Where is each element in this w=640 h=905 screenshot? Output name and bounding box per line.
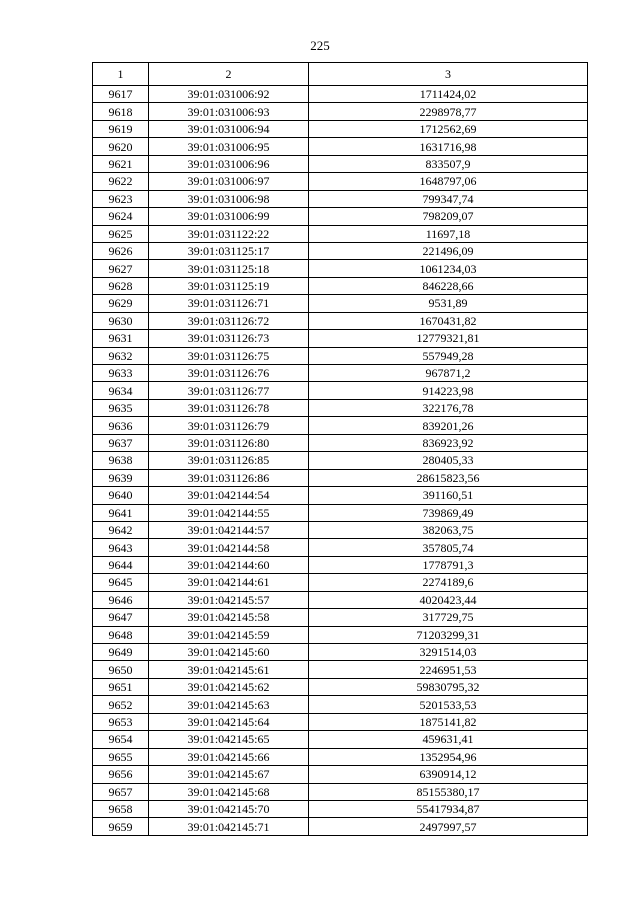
table-row <box>93 347 588 364</box>
cadastral-number-cell: 39:01:031006:93 <box>149 103 309 120</box>
cadastral-number-cell: 39:01:031126:79 <box>149 417 309 434</box>
table-row <box>93 591 588 608</box>
row-number-cell: 9635 <box>93 399 149 416</box>
row-number-cell: 9648 <box>93 626 149 643</box>
value-cell: 71203299,31 <box>309 626 588 643</box>
table-row <box>93 783 588 800</box>
table-row <box>93 103 588 120</box>
table-row <box>93 295 588 312</box>
value-cell: 2246951,53 <box>309 661 588 678</box>
table-row <box>93 818 588 835</box>
table-row <box>93 696 588 713</box>
table-row <box>93 208 588 225</box>
column-header-1: 1 <box>93 63 149 86</box>
row-number-cell: 9643 <box>93 539 149 556</box>
cadastral-number-cell: 39:01:031126:85 <box>149 452 309 469</box>
cadastral-number-cell: 39:01:042145:71 <box>149 818 309 835</box>
value-cell: 12779321,81 <box>309 330 588 347</box>
table-row <box>93 365 588 382</box>
value-cell: 11697,18 <box>309 225 588 242</box>
row-number-cell: 9620 <box>93 138 149 155</box>
header-row <box>93 63 588 86</box>
row-number-cell: 9617 <box>93 86 149 103</box>
cadastral-number-cell: 39:01:042145:68 <box>149 783 309 800</box>
cadastral-number-cell: 39:01:042145:61 <box>149 661 309 678</box>
value-cell: 6390914,12 <box>309 766 588 783</box>
cadastral-number-cell: 39:01:042144:60 <box>149 556 309 573</box>
cadastral-number-cell: 39:01:042145:57 <box>149 591 309 608</box>
cadastral-number-cell: 39:01:042145:59 <box>149 626 309 643</box>
table-row <box>93 434 588 451</box>
value-cell: 836923,92 <box>309 434 588 451</box>
value-cell: 1061234,03 <box>309 260 588 277</box>
row-number-cell: 9654 <box>93 731 149 748</box>
table-row <box>93 417 588 434</box>
row-number-cell: 9644 <box>93 556 149 573</box>
row-number-cell: 9652 <box>93 696 149 713</box>
cadastral-number-cell: 39:01:031126:71 <box>149 295 309 312</box>
value-cell: 1712562,69 <box>309 120 588 137</box>
cadastral-number-cell: 39:01:031006:97 <box>149 173 309 190</box>
value-cell: 4020423,44 <box>309 591 588 608</box>
table-row <box>93 225 588 242</box>
value-cell: 1352954,96 <box>309 748 588 765</box>
value-cell: 1711424,02 <box>309 86 588 103</box>
table-row <box>93 190 588 207</box>
value-cell: 557949,28 <box>309 347 588 364</box>
row-number-cell: 9632 <box>93 347 149 364</box>
value-cell: 1875141,82 <box>309 713 588 730</box>
row-number-cell: 9642 <box>93 521 149 538</box>
cadastral-number-cell: 39:01:031006:95 <box>149 138 309 155</box>
value-cell: 799347,74 <box>309 190 588 207</box>
value-cell: 55417934,87 <box>309 800 588 817</box>
value-cell: 357805,74 <box>309 539 588 556</box>
value-cell: 2497997,57 <box>309 818 588 835</box>
row-number-cell: 9659 <box>93 818 149 835</box>
table-row <box>93 138 588 155</box>
row-number-cell: 9619 <box>93 120 149 137</box>
cadastral-number-cell: 39:01:042144:61 <box>149 574 309 591</box>
table-row <box>93 330 588 347</box>
table-row <box>93 766 588 783</box>
value-cell: 1778791,3 <box>309 556 588 573</box>
value-cell: 914223,98 <box>309 382 588 399</box>
cadastral-number-cell: 39:01:042145:64 <box>149 713 309 730</box>
cadastral-number-cell: 39:01:031122:22 <box>149 225 309 242</box>
table-row <box>93 731 588 748</box>
cadastral-number-cell: 39:01:031006:92 <box>149 86 309 103</box>
cadastral-number-cell: 39:01:031006:99 <box>149 208 309 225</box>
row-number-cell: 9639 <box>93 469 149 486</box>
table-row <box>93 661 588 678</box>
cadastral-number-cell: 39:01:042144:54 <box>149 487 309 504</box>
row-number-cell: 9634 <box>93 382 149 399</box>
cadastral-number-cell: 39:01:042145:70 <box>149 800 309 817</box>
cadastral-number-cell: 39:01:031006:96 <box>149 155 309 172</box>
table-row <box>93 399 588 416</box>
value-cell: 967871,2 <box>309 365 588 382</box>
value-cell: 59830795,32 <box>309 678 588 695</box>
row-number-cell: 9638 <box>93 452 149 469</box>
table-row <box>93 277 588 294</box>
row-number-cell: 9649 <box>93 644 149 661</box>
value-cell: 322176,78 <box>309 399 588 416</box>
row-number-cell: 9624 <box>93 208 149 225</box>
row-number-cell: 9650 <box>93 661 149 678</box>
cadastral-number-cell: 39:01:042145:66 <box>149 748 309 765</box>
value-cell: 85155380,17 <box>309 783 588 800</box>
table-row <box>93 539 588 556</box>
value-cell: 391160,51 <box>309 487 588 504</box>
cadastral-number-cell: 39:01:042145:65 <box>149 731 309 748</box>
value-cell: 9531,89 <box>309 295 588 312</box>
cadastral-number-cell: 39:01:042144:57 <box>149 521 309 538</box>
value-cell: 3291514,03 <box>309 644 588 661</box>
row-number-cell: 9628 <box>93 277 149 294</box>
row-number-cell: 9627 <box>93 260 149 277</box>
cadastral-number-cell: 39:01:031006:94 <box>149 120 309 137</box>
cadastral-number-cell: 39:01:031126:72 <box>149 312 309 329</box>
page-number: 225 <box>310 38 330 53</box>
table-row <box>93 382 588 399</box>
table-row <box>93 155 588 172</box>
row-number-cell: 9622 <box>93 173 149 190</box>
value-cell: 846228,66 <box>309 277 588 294</box>
table-row <box>93 487 588 504</box>
row-number-cell: 9655 <box>93 748 149 765</box>
table-row <box>93 626 588 643</box>
cadastral-number-cell: 39:01:031126:80 <box>149 434 309 451</box>
row-number-cell: 9621 <box>93 155 149 172</box>
table-row <box>93 504 588 521</box>
row-number-cell: 9636 <box>93 417 149 434</box>
row-number-cell: 9656 <box>93 766 149 783</box>
row-number-cell: 9631 <box>93 330 149 347</box>
value-cell: 221496,09 <box>309 242 588 259</box>
table-row <box>93 644 588 661</box>
value-cell: 317729,75 <box>309 609 588 626</box>
cadastral-number-cell: 39:01:042145:62 <box>149 678 309 695</box>
table-row <box>93 469 588 486</box>
value-cell: 2298978,77 <box>309 103 588 120</box>
table-row <box>93 452 588 469</box>
value-cell: 798209,07 <box>309 208 588 225</box>
table-row <box>93 242 588 259</box>
row-number-cell: 9647 <box>93 609 149 626</box>
row-number-cell: 9623 <box>93 190 149 207</box>
column-header-3: 3 <box>309 63 588 86</box>
row-number-cell: 9653 <box>93 713 149 730</box>
row-number-cell: 9625 <box>93 225 149 242</box>
value-cell: 28615823,56 <box>309 469 588 486</box>
value-cell: 739869,49 <box>309 504 588 521</box>
value-cell: 839201,26 <box>309 417 588 434</box>
value-cell: 280405,33 <box>309 452 588 469</box>
column-header-2: 2 <box>149 63 309 86</box>
cadastral-number-cell: 39:01:031125:18 <box>149 260 309 277</box>
value-cell: 2274189,6 <box>309 574 588 591</box>
row-number-cell: 9641 <box>93 504 149 521</box>
table-row <box>93 556 588 573</box>
row-number-cell: 9657 <box>93 783 149 800</box>
value-cell: 1648797,06 <box>309 173 588 190</box>
row-number-cell: 9626 <box>93 242 149 259</box>
cadastral-number-cell: 39:01:031126:77 <box>149 382 309 399</box>
row-number-cell: 9633 <box>93 365 149 382</box>
cadastral-number-cell: 39:01:042145:67 <box>149 766 309 783</box>
cadastral-number-cell: 39:01:042144:55 <box>149 504 309 521</box>
cadastral-number-cell: 39:01:031126:73 <box>149 330 309 347</box>
value-cell: 833507,9 <box>309 155 588 172</box>
table-row <box>93 260 588 277</box>
cadastral-number-cell: 39:01:031125:19 <box>149 277 309 294</box>
cadastral-number-cell: 39:01:042144:58 <box>149 539 309 556</box>
cadastral-number-cell: 39:01:042145:63 <box>149 696 309 713</box>
row-number-cell: 9651 <box>93 678 149 695</box>
cadastral-number-cell: 39:01:031126:78 <box>149 399 309 416</box>
value-cell: 1670431,82 <box>309 312 588 329</box>
table-row <box>93 574 588 591</box>
table-body <box>93 63 588 836</box>
row-number-cell: 9629 <box>93 295 149 312</box>
row-number-cell: 9646 <box>93 591 149 608</box>
table-row <box>93 800 588 817</box>
table-row <box>93 521 588 538</box>
value-cell: 1631716,98 <box>309 138 588 155</box>
table-row <box>93 173 588 190</box>
row-number-cell: 9640 <box>93 487 149 504</box>
row-number-cell: 9618 <box>93 103 149 120</box>
cadastral-number-cell: 39:01:042145:58 <box>149 609 309 626</box>
row-number-cell: 9658 <box>93 800 149 817</box>
table-row <box>93 120 588 137</box>
cadastral-number-cell: 39:01:031126:76 <box>149 365 309 382</box>
cadastral-number-cell: 39:01:031126:75 <box>149 347 309 364</box>
value-cell: 382063,75 <box>309 521 588 538</box>
table-row <box>93 713 588 730</box>
cadastral-number-cell: 39:01:031006:98 <box>149 190 309 207</box>
value-cell: 5201533,53 <box>309 696 588 713</box>
cadastral-number-cell: 39:01:031126:86 <box>149 469 309 486</box>
table-row <box>93 748 588 765</box>
table-row <box>93 312 588 329</box>
row-number-cell: 9637 <box>93 434 149 451</box>
table-row <box>93 678 588 695</box>
row-number-cell: 9645 <box>93 574 149 591</box>
row-number-cell: 9630 <box>93 312 149 329</box>
cadastral-number-cell: 39:01:042145:60 <box>149 644 309 661</box>
data-table <box>92 62 588 836</box>
value-cell: 459631,41 <box>309 731 588 748</box>
table-row <box>93 86 588 103</box>
table-row <box>93 609 588 626</box>
cadastral-number-cell: 39:01:031125:17 <box>149 242 309 259</box>
